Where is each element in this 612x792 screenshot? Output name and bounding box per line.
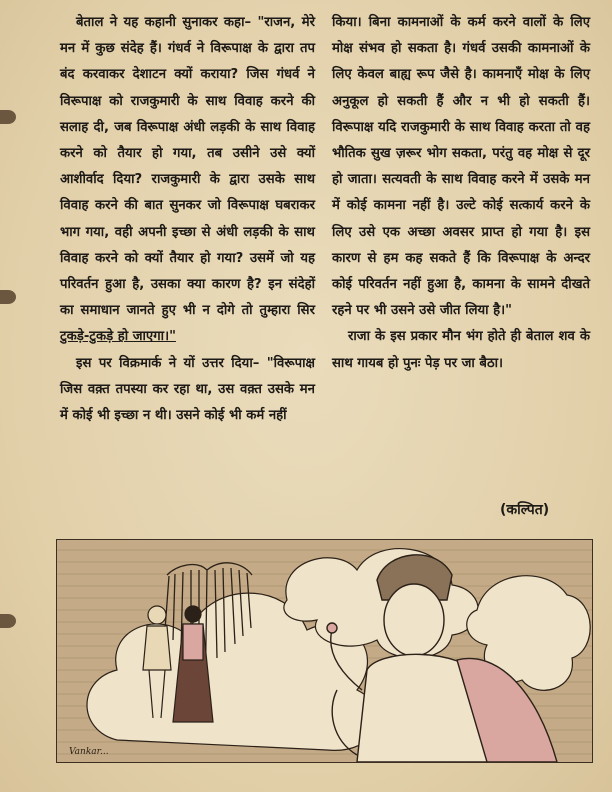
binding-hole-mark (0, 290, 16, 304)
binding-hole-mark (0, 110, 16, 124)
illustration-art (57, 540, 592, 762)
story-paragraph: इस पर विक्रमार्क ने यों उत्तर दिया– "विरूपाक्ष जिस वक़्त तपस्या कर रहा था, उस वक़्त उसके मन में कोई भी इच्छा न थी। उसने कोई भी कर्म नहीं (60, 355, 315, 424)
story-text-end: टुकड़े-टुकड़े हो जाएगा।" (60, 329, 176, 345)
left-text-column (60, 10, 315, 429)
story-paragraph: राजा के इस प्रकार मौन भंग होते ही बेताल शव के साथ गायब हो पुनः पेड़ पर जा बैठा। (332, 329, 590, 371)
artist-signature: Vankar... (69, 747, 109, 757)
story-paragraph (60, 10, 315, 351)
story-illustration (56, 539, 593, 763)
binding-hole-mark (0, 614, 16, 628)
fiction-credit: (कल्पित) (500, 502, 550, 518)
story-text: बेताल ने यह कहानी सुनाकर कहा– "राजन, मेरे मन में कुछ संदेह हैं। गंधर्व ने विरूपाक्ष के द्वारा तप बंद करवाकर देशाटन क्यों कराया? जिस गंधर्व ने विरूपाक्ष को राजकुमारी के साथ विवाह करने की सलाह दी, जब विरूपाक्ष अंधी लड़की के साथ विवाह करने को तैयार हो गया, तब उसीने उसे क्यों आशीर्वाद दिया? राजकुमारी के द्वारा उसके साथ विवाह करने की बात सुनकर जो विरूपाक्ष घबराकर भाग गया, वही अपनी इच्छा से अंधी लड़की के साथ विवाह करने को क्यों तैयार हो गया? उसमें जो यह परिवर्तन हुआ है, उसका क्या कारण है? इन संदेहों का समाधान जानते हुए भी न दोगे तो तुम्हारा सिर (60, 15, 315, 319)
right-text-column (332, 10, 590, 377)
story-paragraph: किया। बिना कामनाओं के कर्म करने वालों के लिए मोक्ष संभव हो सकता है। गंधर्व उसकी कामनाओं के लिए केवल बाह्य रूप जैसे है। कामनाएँ मोक्ष के लिए अनुकूल हो सकती हैं और न भी हो सकती हैं। विरूपाक्ष यदि राजकुमारी के साथ विवाह करता तो वह भौतिक सुख ज़रूर भोग सकता, परंतु वह मोक्ष से दूर हो जाता। सत्यवती के साथ विवाह करने में उसके मन में कोई कामना नहीं है। उल्टे कोई सत्कार्य करने के लिए उसे एक अच्छा अवसर प्राप्त हो गया है। इस कारण से हम कह सकते हैं कि विरूपाक्ष के अन्दर कोई परिवर्तन नहीं हुआ है, कामना के सामने दीखते रहने पर भी उसने उसे जीत लिया है।" (332, 15, 590, 319)
